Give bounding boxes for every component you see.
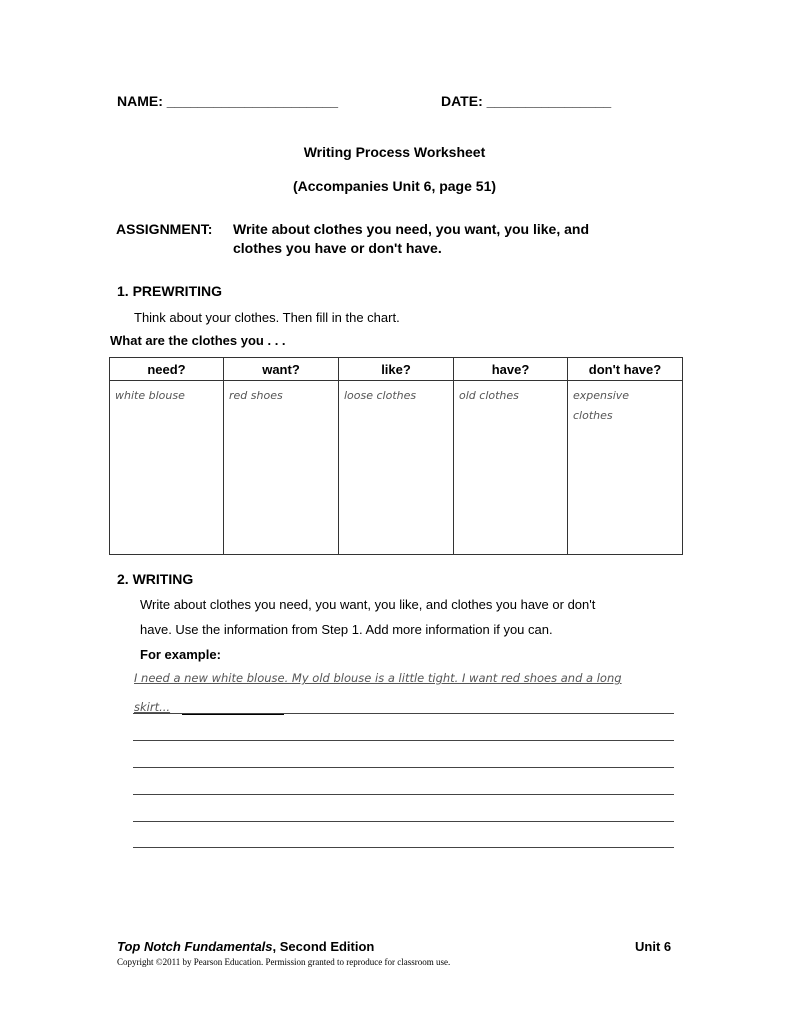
- assignment-label: ASSIGNMENT:: [116, 221, 213, 237]
- clothes-chart: [109, 357, 683, 555]
- chart-header-dont-have: don't have?: [568, 358, 683, 381]
- footer-book-name: Top Notch Fundamentals: [117, 939, 273, 954]
- writing-instruction-line-2: have. Use the information from Step 1. Add more information if you can.: [140, 622, 553, 637]
- worksheet-title-text: Writing Process Worksheet: [303, 144, 486, 160]
- chart-cell-want[interactable]: red shoes: [224, 381, 339, 555]
- example-sentence-line-2: skirt...: [134, 700, 171, 714]
- footer-book-title: [117, 939, 374, 954]
- writing-line-6[interactable]: [133, 847, 674, 848]
- prewriting-instruction: Think about your clothes. Then fill in the chart.: [134, 310, 400, 325]
- writing-instruction-line-1: Write about clothes you need, you want, you like, and clothes you have or don't: [140, 597, 596, 612]
- assignment-text-line-2: clothes you have or don't have.: [233, 240, 442, 256]
- chart-header-want: want?: [224, 358, 339, 381]
- chart-header-have: have?: [454, 358, 568, 381]
- writing-heading: 2. WRITING: [117, 571, 194, 587]
- prewriting-heading: 1. PREWRITING: [117, 283, 223, 299]
- chart-entry-row: [110, 381, 683, 555]
- chart-header-need: need?: [110, 358, 224, 381]
- chart-cell-need[interactable]: white blouse: [110, 381, 224, 555]
- writing-line-4[interactable]: [133, 794, 674, 795]
- chart-header-row: [110, 358, 683, 381]
- name-field-label: NAME: ______________________: [117, 93, 339, 109]
- example-label: For example:: [140, 647, 221, 662]
- footer-copyright: Copyright ©2011 by Pearson Education. Permission granted to reproduce for classroom use.: [117, 957, 451, 967]
- writing-line-3[interactable]: [133, 767, 674, 768]
- assignment-text-line-1: Write about clothes you need, you want, you like, and: [233, 221, 590, 237]
- worksheet-subtitle: [0, 178, 791, 194]
- chart-question: What are the clothes you . . .: [110, 333, 286, 348]
- writing-line-1[interactable]: [133, 713, 674, 714]
- worksheet-subtitle-text: (Accompanies Unit 6, page 51): [292, 178, 497, 194]
- footer-edition: , Second Edition: [272, 939, 375, 954]
- writing-line-2[interactable]: [133, 740, 674, 741]
- chart-header-like: like?: [339, 358, 454, 381]
- chart-cell-dont-have[interactable]: expensive clothes: [568, 381, 683, 555]
- chart-cell-have[interactable]: old clothes: [454, 381, 568, 555]
- worksheet-title: [0, 144, 791, 160]
- chart-cell-like[interactable]: loose clothes: [339, 381, 454, 555]
- footer-unit: Unit 6: [635, 939, 672, 954]
- example-sentence-line-1: I need a new white blouse. My old blouse is a little tight. I want red shoes and a long: [134, 671, 622, 685]
- date-field-label: DATE: ________________: [441, 93, 612, 109]
- example-underline: [182, 714, 284, 715]
- writing-line-5[interactable]: [133, 821, 674, 822]
